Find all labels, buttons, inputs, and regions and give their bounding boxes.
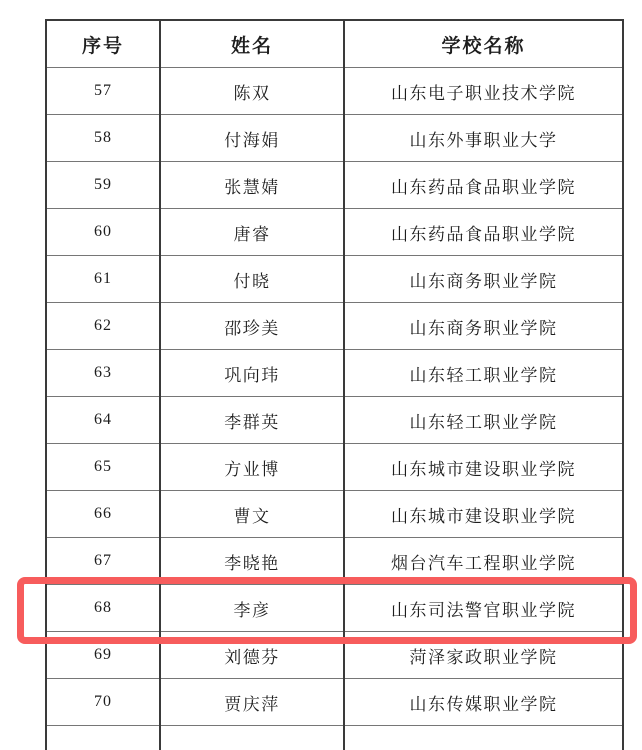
- row-serial-cell: 67: [46, 538, 160, 585]
- header-cell-school: 学校名称: [344, 20, 623, 68]
- row-name-cell: 巩向玮: [160, 350, 344, 397]
- row-serial-cell: 69: [46, 632, 160, 679]
- row-school-cell: 山东药品食品职业学院: [344, 162, 623, 209]
- row-name-cell: 付晓: [160, 256, 344, 303]
- row-name-cell: 贾庆萍: [160, 679, 344, 726]
- table-row: [46, 491, 623, 538]
- header-cell-name: 姓名: [160, 20, 344, 68]
- row-serial-cell: 63: [46, 350, 160, 397]
- table-row: [46, 538, 623, 585]
- row-name-cell: 张慧婧: [160, 162, 344, 209]
- row-name-cell: 方业博: [160, 444, 344, 491]
- table-row: [46, 162, 623, 209]
- row-serial-cell: 61: [46, 256, 160, 303]
- row-school-cell: 山东药品食品职业学院: [344, 209, 623, 256]
- table-row: [46, 632, 623, 679]
- row-name-cell: [160, 726, 344, 750]
- row-school-cell: 菏泽家政职业学院: [344, 632, 623, 679]
- row-name-cell: 付海娟: [160, 115, 344, 162]
- table-row: [46, 679, 623, 726]
- table-row: [46, 68, 623, 115]
- row-school-cell: [344, 726, 623, 750]
- header-cell-serial: 序号: [46, 20, 160, 68]
- row-serial-cell: 66: [46, 491, 160, 538]
- table-row: [46, 256, 623, 303]
- row-serial-cell: 57: [46, 68, 160, 115]
- row-serial-cell: 65: [46, 444, 160, 491]
- table-row: [46, 350, 623, 397]
- row-name-cell: 曹文: [160, 491, 344, 538]
- row-serial-cell: 70: [46, 679, 160, 726]
- table-row: [46, 585, 623, 632]
- row-serial-cell: 68: [46, 585, 160, 632]
- row-serial-cell: 64: [46, 397, 160, 444]
- row-school-cell: 山东轻工职业学院: [344, 350, 623, 397]
- table-row: [46, 303, 623, 350]
- row-school-cell: 山东司法警官职业学院: [344, 585, 623, 632]
- row-name-cell: 李晓艳: [160, 538, 344, 585]
- row-school-cell: 山东电子职业技术学院: [344, 68, 623, 115]
- row-school-cell: 山东传媒职业学院: [344, 679, 623, 726]
- table-row: [46, 115, 623, 162]
- table-row: [46, 209, 623, 256]
- table-row: [46, 444, 623, 491]
- row-school-cell: 山东商务职业学院: [344, 303, 623, 350]
- row-school-cell: 山东商务职业学院: [344, 256, 623, 303]
- table-row: [46, 397, 623, 444]
- row-school-cell: 山东城市建设职业学院: [344, 444, 623, 491]
- roster-table: [45, 19, 624, 750]
- header-row: [46, 20, 623, 68]
- row-serial-cell: 58: [46, 115, 160, 162]
- row-name-cell: 刘德芬: [160, 632, 344, 679]
- table-row-partial: [46, 726, 623, 750]
- row-serial-cell: 59: [46, 162, 160, 209]
- row-serial-cell: 60: [46, 209, 160, 256]
- row-name-cell: 邵珍美: [160, 303, 344, 350]
- row-name-cell: 陈双: [160, 68, 344, 115]
- row-school-cell: 山东外事职业大学: [344, 115, 623, 162]
- row-serial-cell: 62: [46, 303, 160, 350]
- row-name-cell: 李群英: [160, 397, 344, 444]
- row-school-cell: 烟台汽车工程职业学院: [344, 538, 623, 585]
- row-school-cell: 山东轻工职业学院: [344, 397, 623, 444]
- row-serial-cell: [46, 726, 160, 750]
- row-school-cell: 山东城市建设职业学院: [344, 491, 623, 538]
- row-name-cell: 李彦: [160, 585, 344, 632]
- row-name-cell: 唐睿: [160, 209, 344, 256]
- table-body: [46, 68, 623, 750]
